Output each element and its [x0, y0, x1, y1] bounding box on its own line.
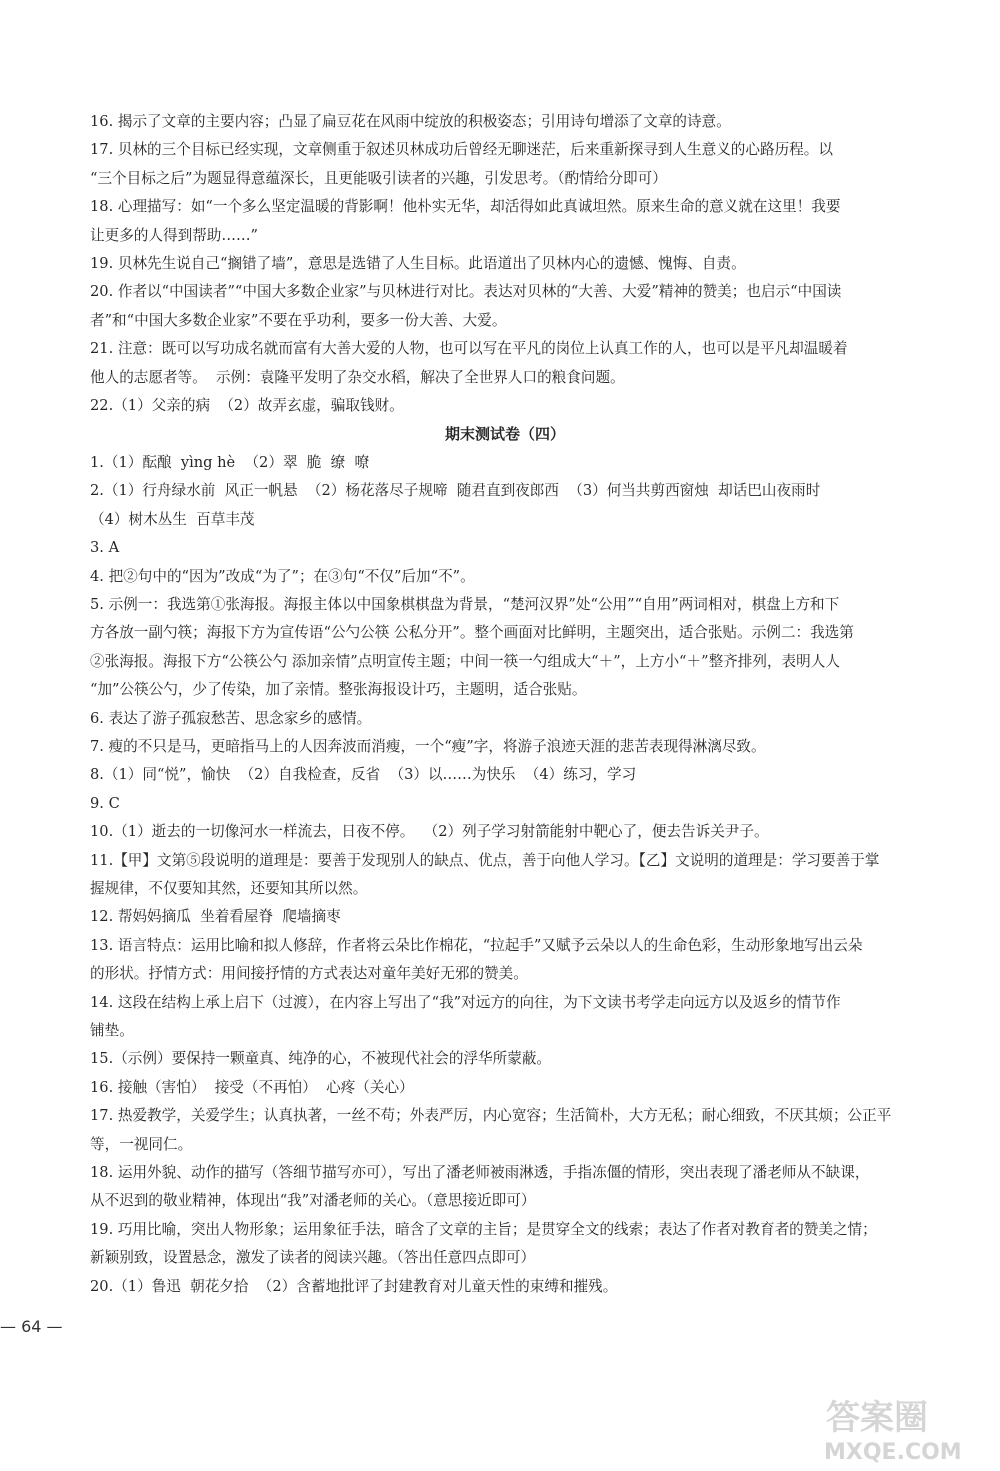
answer-line-10: 10.（1）逝去的一切像河水一样流去，日夜不停。 （2）列子学习射箭能射中靶心了，便去告诉关尹子。 — [90, 823, 769, 841]
answer-line-4: 4. 把②句中的“因为”改成“为了”；在③句“不仅”后加“不”。 — [90, 567, 475, 585]
answer-line-19: 19. 贝林先生说自己“搁错了墙”，意思是选错了人生目标。此语道出了贝林内心的遗憾、愧悔、自责。 — [90, 255, 746, 273]
answer-line-14-part2: 铺垫。 — [90, 1022, 134, 1039]
answer-line-18-part2: 让更多的人得到帮助……” — [90, 226, 258, 244]
answer-line-18-part1: 18. 运用外貌、动作的描写（答细节描写亦可），写出了潘老师被雨淋透，手指冻僵的情形，突出表现了潘老师从不缺课， — [90, 1164, 870, 1182]
answer-line-5-part3: ②张海报。海报下方“公筷公勺 添加亲情”点明宣传主题；中间一筷一勺组成大“＋”，上方小“＋”整齐排列，表明人人 — [90, 652, 840, 670]
answer-line-15: 15.（示例）要保持一颗童真、纯净的心，不被现代社会的浮华所蒙蔽。 — [90, 1050, 552, 1068]
answer-line-17-part2: “三个目标之后”为题显得意蕴深长，且更能吸引读者的兴趣，引发思考。（酌情给分即可） — [90, 169, 667, 187]
answer-line-5-part1: 5. 示例一：我选第①张海报。海报主体以中国象棋棋盘为背景，“楚河汉界”处“公用”“自用”两词相对，棋盘上方和下 — [90, 595, 840, 613]
answer-line-16-part1: 16. 揭示了文章的主要内容；凸显了扁豆花在风雨中绽放的积极姿态；引用诗句增添了文章的诗意。 — [90, 113, 731, 130]
answer-line-7: 7. 瘦的不只是马，更暗指马上的人因奔波而消瘦，一个“瘦”字，将游子浪迹天涯的悲苦表现得淋漓尽致。 — [90, 737, 766, 755]
answer-line-1: 1.（1）酝酿 yìng hè （2）翠 脆 缭 嘹 — [90, 453, 370, 471]
answer-line-21-part1: 21. 注意：既可以写功成名就而富有大善大爱的人物，也可以写在平凡的岗位上认真工作的人，也可以是平凡却温暖着 — [90, 340, 848, 358]
answer-line-9: 9. C — [90, 794, 120, 812]
answer-line-14-part1: 14. 这段在结构上承上启下（过渡），在内容上写出了“我”对远方的向往，为下文读书考学走向远方以及返乡的情节作 — [90, 993, 841, 1011]
answer-text-body — [90, 108, 920, 1301]
answer-line-13-part2: 的形状。抒情方式：用间接抒情的方式表达对童年美好无邪的赞美。 — [90, 965, 528, 983]
answer-line-3: 3. A — [90, 539, 120, 557]
answer-line-16: 16. 接触（害怕） 接受（不再怕） 心疼（关心） — [90, 1078, 414, 1096]
watermark-logo — [818, 1393, 970, 1465]
answer-line-19-part2: 新颖别致，设置悬念，激发了读者的阅读兴趣。（答出任意四点即可） — [90, 1249, 536, 1267]
answer-line-5-part2: 方各放一副勺筷；海报下方为宣传语“公勺公筷 公私分开”。整个画面对比鲜明，主题突出，适合张贴。示例二：我选第 — [90, 624, 854, 642]
answer-line-2-part1: 2.（1）行舟绿水前 风正一帆悬 （2）杨花落尽子规啼 随君直到夜郎西 （3）何当共剪西窗烛 却话巴山夜雨时 — [90, 482, 821, 500]
answer-line-17-part2: 等，一视同仁。 — [90, 1135, 193, 1153]
answer-line-18-part2: 从不迟到的敬业精神，体现出“我”对潘老师的关心。（意思接近即可） — [90, 1192, 536, 1210]
answer-line-20-part2: 者”和“中国大多数企业家”不要在乎功利，要多一份大善、大爱。 — [90, 311, 507, 329]
answer-line-17-part1: 17. 热爱教学，关爱学生；认真执著，一丝不苟；外表严厉，内心宽容；生活简朴，大方无私；耐心细致，不厌其烦；公正平 — [90, 1107, 892, 1125]
answer-line-21-part2: 他人的志愿者等。 示例：袁隆平发明了杂交水稻，解决了全世界人口的粮食问题。 — [90, 368, 625, 386]
answer-line-5-part4: “加”公筷公勺，少了传染，加了亲情。整张海报设计巧，主题明，适合张贴。 — [90, 681, 587, 699]
answer-line-17-part1: 17. 贝林的三个目标已经实现，文章侧重于叙述贝林成功后曾经无聊迷茫，后来重新探寻到人生意义的心路历程。以 — [90, 141, 833, 159]
section-title: 期末测试卷（四） — [444, 425, 565, 444]
watermark-brand: 答案圈 — [826, 1398, 928, 1438]
answer-line-2-part2: （4）树木丛生 百草丰茂 — [90, 510, 255, 528]
answer-line-11-part2: 握规律，不仅要知其然，还要知其所以然。 — [90, 879, 368, 897]
answer-line-13-part1: 13. 语言特点：运用比喻和拟人修辞，作者将云朵比作棉花，“拉起手”又赋予云朵以人的生命色彩，生动形象地写出云朵 — [90, 936, 863, 954]
answer-line-18-part1: 18. 心理描写：如“一个多么坚定温暖的背影啊！他朴实无华，却活得如此真诚坦然。原来生命的意义就在这里！我要 — [90, 198, 841, 216]
page-number: — 64 — — [0, 1317, 63, 1336]
answer-line-12: 12. 帮妈妈摘瓜 坐着看屋脊 爬墙摘枣 — [90, 908, 341, 926]
answer-line-11-part1: 11.【甲】文第⑤段说明的道理是：要善于发现别人的缺点、优点，善于向他人学习。【乙】文说明的道理是：学习要善于掌 — [90, 851, 880, 869]
answer-line-20-part1: 20. 作者以“中国读者”“中国大多数企业家”与贝林进行对比。表达对贝林的“大善、大爱”精神的赞美；也启示“中国读 — [90, 283, 842, 301]
watermark-domain: MXQE.COM — [824, 1440, 962, 1465]
answer-line-20: 20.（1）鲁迅 朝花夕拾 （2）含蓄地批评了封建教育对儿童天性的束缚和摧残。 — [90, 1277, 618, 1295]
answer-line-6: 6. 表达了游子孤寂愁苦、思念家乡的感情。 — [90, 709, 372, 727]
answer-line-22: 22.（1）父亲的病 （2）故弄玄虚，骗取钱财。 — [90, 397, 404, 415]
answer-line-19-part1: 19. 巧用比喻，突出人物形象；运用象征手法，暗含了文章的主旨；是贯穿全文的线索；表达了作者对教育者的赞美之情； — [90, 1220, 877, 1238]
answer-line-8: 8.（1）同“悦”，愉快 （2）自我检查，反省 （3）以……为快乐 （4）练习，学习 — [90, 766, 637, 784]
